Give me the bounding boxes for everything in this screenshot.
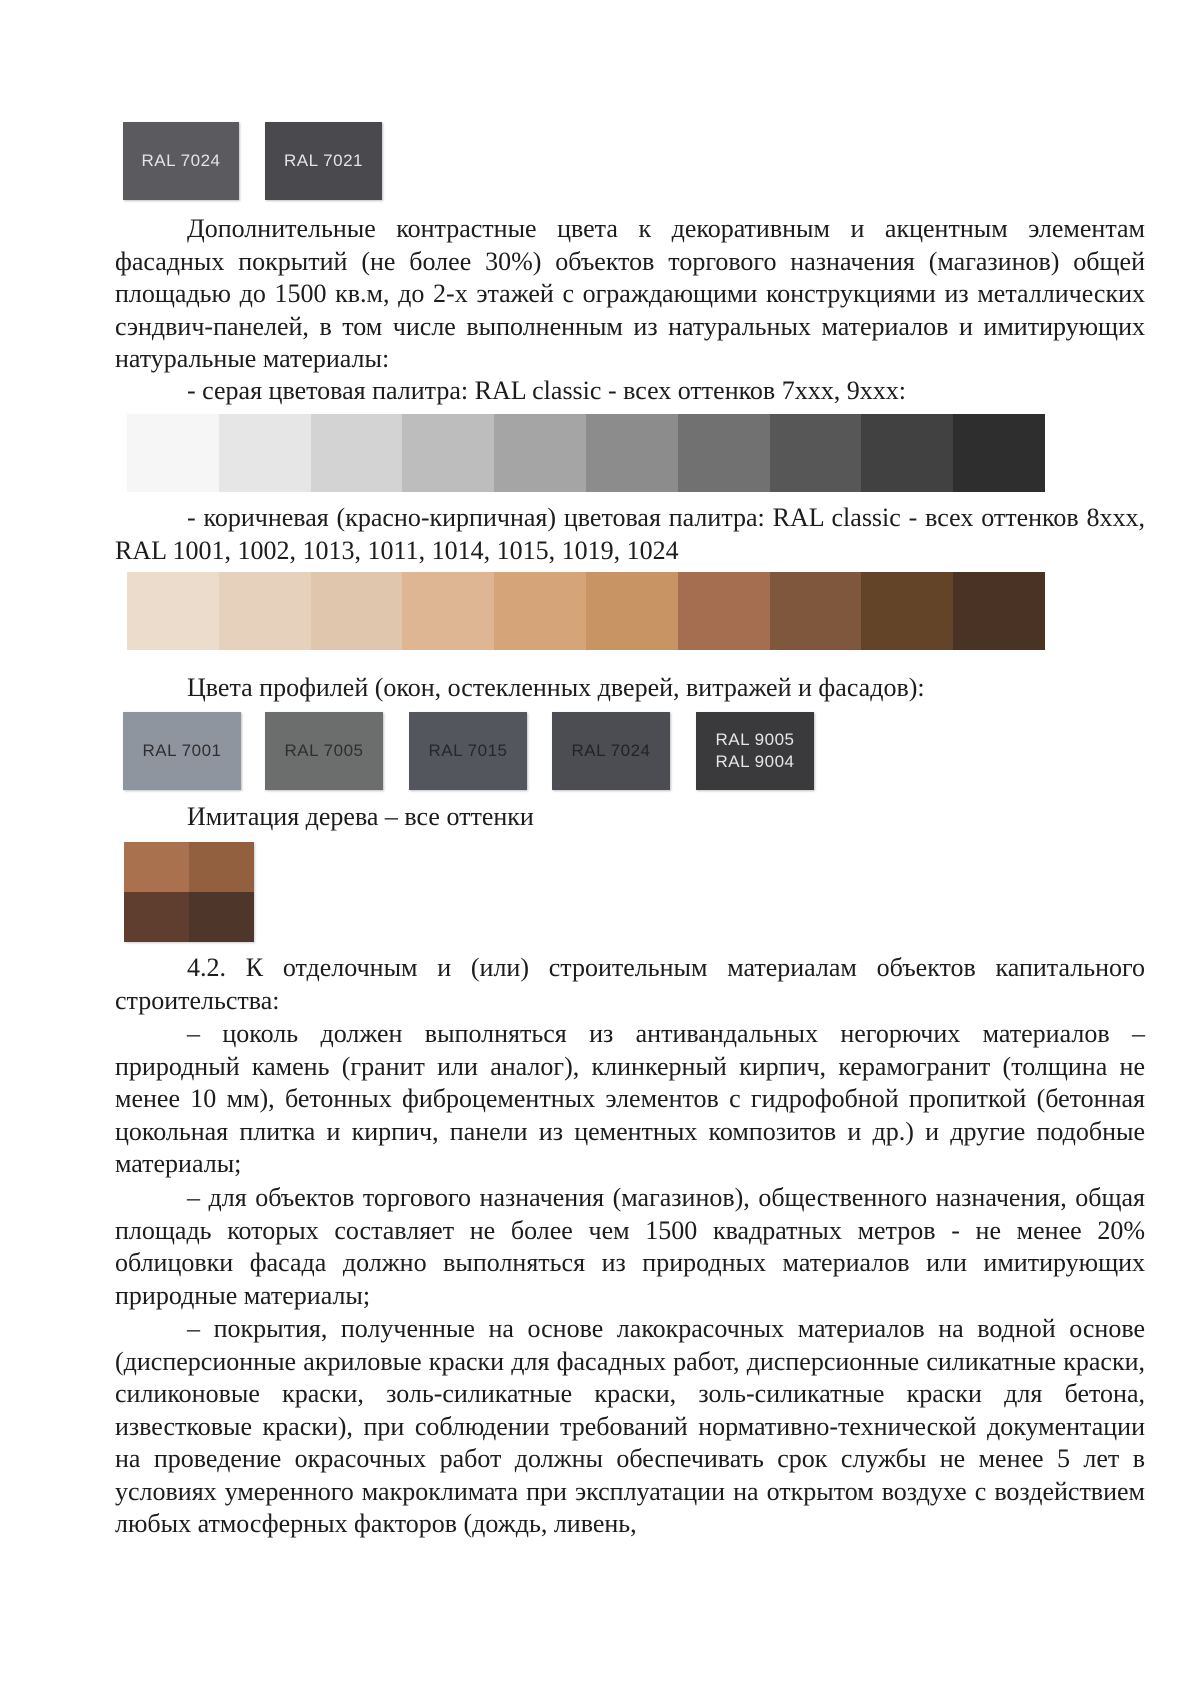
brown-shade-4 [402, 572, 494, 650]
profile-swatch-ral-9005 [696, 712, 814, 790]
paragraph-accent-colors: Дополнительные контрастные цвета к декоративным и акцентным элементам фасадных покрытий (не более 30%) объектов торгового назначения (магазинов) общей площадью до 1500 кв.м, до 2-х этажей с ограждающими конструкциями из металлических сэндвич-панелей, в том числе выполненным из натуральных материалов и имитирующих натуральные материалы: [115, 214, 1145, 373]
brown-palette-strip [127, 572, 1045, 650]
grey-shade-7 [678, 414, 770, 492]
grey-palette-strip [127, 414, 1045, 492]
grey-shade-8 [770, 414, 862, 492]
wood-tone-1 [124, 842, 189, 892]
brown-shade-10 [953, 572, 1045, 650]
grey-palette-caption: - серая цветовая палитра: RAL classic - всех оттенков 7xxx, 9xxx: [187, 376, 906, 405]
brown-shade-1 [127, 572, 219, 650]
swatch-ral-7021-top [265, 122, 382, 200]
swatch-label: RAL 7001 [142, 741, 222, 760]
wood-imitation-swatch [124, 842, 254, 942]
grey-shade-5 [494, 414, 586, 492]
swatch-label: RAL 7015 [428, 741, 508, 760]
swatch-label: RAL 7021 [284, 151, 363, 170]
brown-shade-2 [219, 572, 311, 650]
bullet-retail-facade: – для объектов торгового назначения (магазинов), общественного назначения, общая площадь которых составляет не более чем 1500 квадратных метров - не менее 20% облицовки фасада должно выполняться из природных материалов или имитирующих природные материалы; [115, 1183, 1145, 1310]
bullet-plinth-materials: – цоколь должен выполняться из антивандальных негорючих материалов – природный камень (гранит или аналог), клинкерный кирпич, керамогранит (толщина не менее 10 мм), бетонных фиброцементных элементов с гидрофобной пропиткой (бетонная цокольная плитка и кирпич, панели из цементных композитов и др.) и другие подобные материалы; [115, 1019, 1145, 1178]
profiles-caption: Цвета профилей (окон, остекленных дверей, витражей и фасадов): [187, 673, 925, 702]
swatch-label: RAL 7024 [141, 151, 221, 170]
swatch-label-secondary: RAL 9004 [715, 752, 795, 771]
grey-shade-1 [127, 414, 219, 492]
grey-shade-3 [311, 414, 403, 492]
section-4-2-heading: 4.2. К отделочным и (или) строительным материалам объектов капитального строительства: [115, 953, 1145, 1015]
swatch-label: RAL 7024 [571, 741, 651, 760]
brown-shade-7 [678, 572, 770, 650]
grey-shade-2 [219, 414, 311, 492]
wood-tone-4 [189, 892, 254, 942]
profile-swatch-ral-7015 [409, 712, 527, 790]
profile-swatch-ral-7024 [552, 712, 670, 790]
brown-shade-6 [586, 572, 678, 650]
brown-shade-8 [770, 572, 862, 650]
wood-caption: Имитация дерева – все оттенки [187, 802, 534, 831]
bullet-paint-coatings: – покрытия, полученные на основе лакокрасочных материалов на водной основе (дисперсионные акриловые краски для фасадных работ, дисперсионные силикатные краски, силиконовые краски, золь-силикатные краски, золь-силикатные краски для бетона, известковые краски), при соблюдении требований нормативно-технической документации на проведение окрасочных работ должны обеспечивать срок службы не менее 5 лет в условиях умеренного макроклимата при эксплуатации на открытом воздухе с воздействием любых атмосферных факторов (дождь, ливень, [115, 1314, 1145, 1538]
swatch-label: RAL 7005 [284, 741, 364, 760]
wood-tone-3 [124, 892, 189, 942]
brown-shade-3 [311, 572, 403, 650]
grey-shade-6 [586, 414, 678, 492]
grey-shade-4 [402, 414, 494, 492]
profile-swatch-ral-7001 [123, 712, 241, 790]
brown-shade-9 [861, 572, 953, 650]
swatch-label: RAL 9005 [715, 730, 795, 749]
wood-tone-2 [189, 842, 254, 892]
grey-shade-9 [861, 414, 953, 492]
brown-palette-caption: - коричневая (красно-кирпичная) цветовая палитра: RAL classic - всех оттенков 8xxx, RAL 1001, 1002, 1013, 1011, 1014, 1015, 1019, 1024 [115, 503, 1145, 565]
profile-swatch-ral-7005 [265, 712, 383, 790]
swatch-ral-7024-top [123, 122, 239, 200]
grey-shade-10 [953, 414, 1045, 492]
brown-shade-5 [494, 572, 586, 650]
